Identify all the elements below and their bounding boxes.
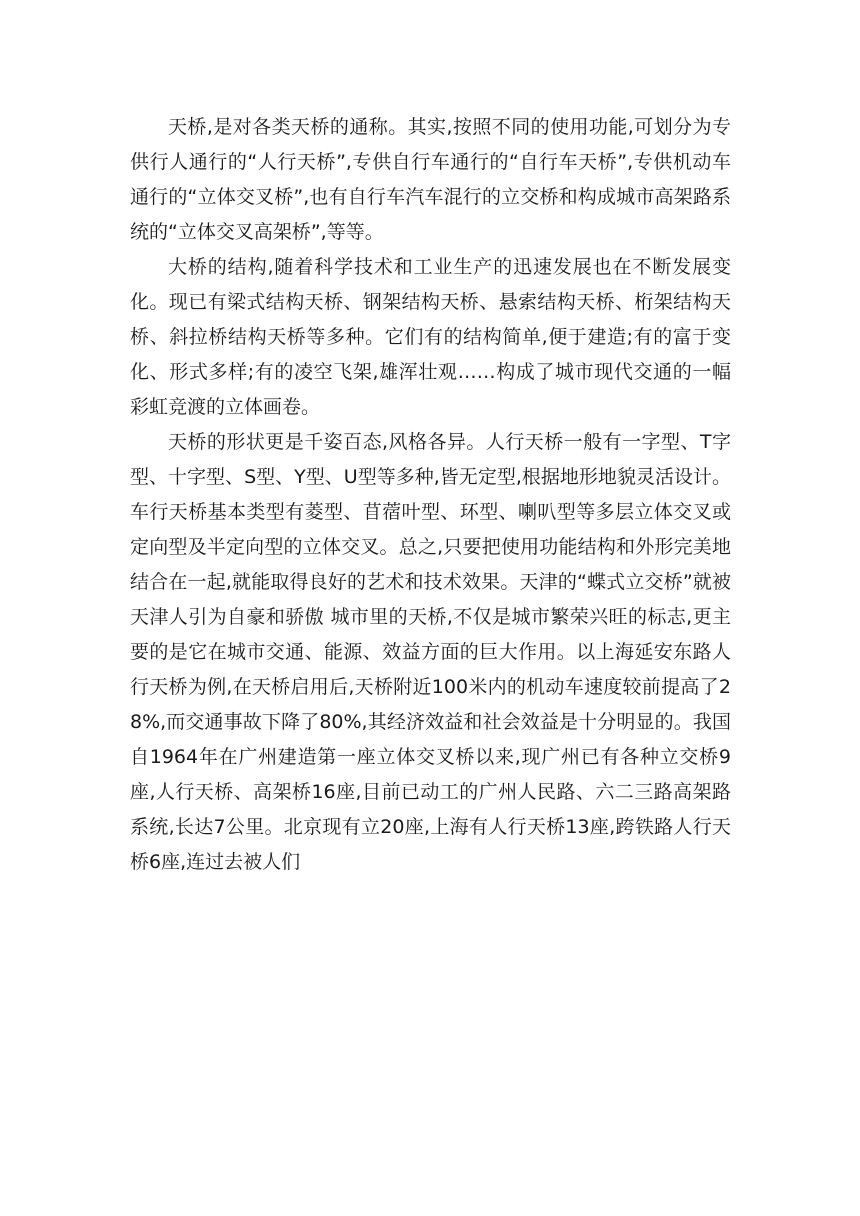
paragraph-3: 天桥的形状更是千姿百态,风格各异。人行天桥一般有一字型、T字型、十字型、S型、Y型、U型等多种,皆无定型,根据地形地貌灵活设计。车行天桥基本类型有菱型、苜蓿叶型、环型、喇叭型等多层立体交叉或定向型及半定向型的立体交叉。总之,只要把使用功能结构和外形完美地结合在一起,就能取得良好的艺术和技术效果。天津的“蝶式立交桥”就被天津人引为自豪和骄傲 城市里的天桥,不仅是城市繁荣兴旺的标志,更主要的是它在城市交通、能源、效益方面的巨大作用。以上海延安东路人行天桥为例,在天桥启用后,天桥附近100米内的机动车速度较前提高了28%,而交通事故下降了80%,其经济效益和社会效益是十分明显的。我国自1964年在广州建造第一座立体交叉桥以来,现广州已有各种立交桥9座,人行天桥、高架桥16座,目前已动工的广州人民路、六二三路高架路系统,长达7公里。北京现有立20座,上海有人行天桥13座,跨铁路人行天桥6座,连过去被人们 bbox=[130, 431, 731, 873]
paragraph-1: 天桥,是对各类天桥的通称。其实,按照不同的使用功能,可划分为专供行人通行的“人行天桥”,专供自行车通行的“自行车天桥”,专供机动车通行的“立体交叉桥”,也有自行车汽车混行的立交桥和构成城市高架路系统的“立体交叉高架桥”,等等。 bbox=[130, 116, 731, 243]
paragraph-2: 大桥的结构,随着科学技术和工业生产的迅速发展也在不断发展变化。现已有梁式结构天桥、钢架结构天桥、悬索结构天桥、桁架结构天桥、斜拉桥结构天桥等多种。它们有的结构简单,便于建造;有的富于变化、形式多样;有的凌空飞架,雄浑壮观……构成了城市现代交通的一幅彩虹竞渡的立体画卷。 bbox=[130, 256, 731, 418]
document-body bbox=[130, 110, 731, 880]
